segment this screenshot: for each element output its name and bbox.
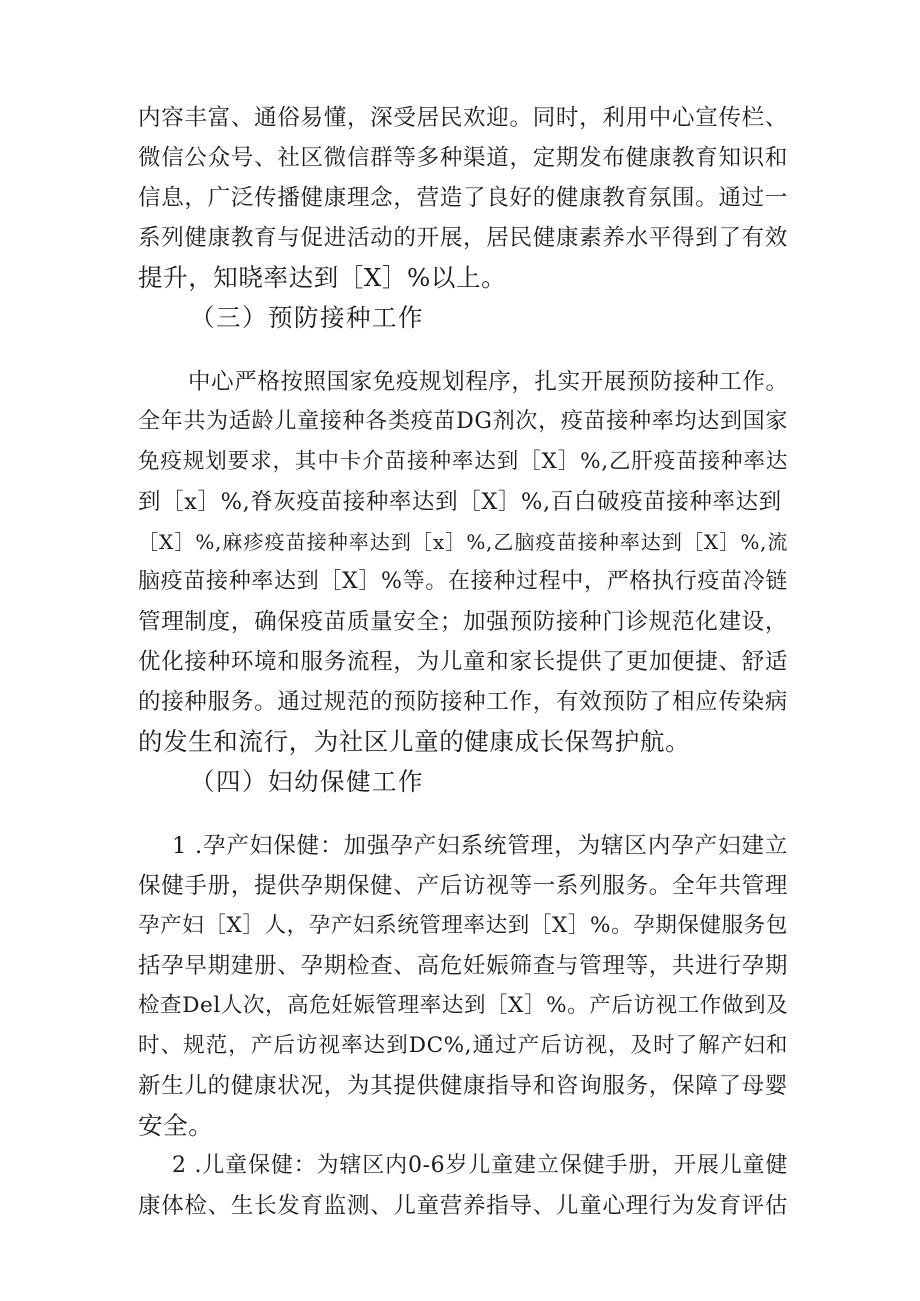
text-line: 中心严格按照国家免疫规划程序，扎实开展预防接种工作。	[188, 369, 789, 395]
text-line: 系列健康教育与促进活动的开展，居民健康素养水平得到了有效	[138, 225, 788, 251]
text-line: 内容丰富、通俗易懂，深受居民欢迎。同时，利用中心宣传栏、	[138, 105, 788, 131]
spacer	[138, 338, 788, 362]
section-heading-maternal: （四）妇幼保健工作	[190, 767, 424, 796]
intro-paragraph	[138, 98, 788, 298]
vaccination-paragraph	[138, 362, 788, 762]
text-line: 孕产妇［X］人，孕产妇系统管理率达到［X］%。孕期保健服务包	[138, 913, 788, 938]
text-line: 保健手册，提供孕期保健、产后访视等一系列服务。全年共管理	[138, 873, 788, 899]
text-line: 信息，广泛传播健康理念，营造了良好的健康教育氛围。通过一	[138, 185, 788, 211]
text-line: 括孕早期建册、孕期检查、高危妊娠筛查与管理等，共进行孕期	[138, 953, 788, 979]
text-line: 提升，知晓率达到［X］%以上。	[138, 263, 507, 292]
text-line: 时、规范，产后访视率达到DC%,通过产后访视，及时了解产妇和	[138, 1033, 788, 1058]
text-line: 优化接种环境和服务流程，为儿童和家长提供了更加便捷、舒适	[138, 649, 788, 675]
text-line: 康体检、生长发育监测、儿童营养指导、儿童心理行为发育评估	[138, 1193, 788, 1219]
spacer	[138, 802, 788, 826]
text-line: 到［x］%,脊灰疫苗接种率达到［X］%,百白破疫苗接种率达到	[138, 489, 782, 515]
maternal-care-paragraph	[138, 826, 788, 1146]
document-page	[138, 98, 788, 1226]
section-heading-vaccination: （三）预防接种工作	[190, 303, 424, 332]
text-line: 安全。	[138, 1111, 214, 1140]
text-line: 检查Del人次，高危妊娠管理率达到［X］%。产后访视工作做到及	[138, 993, 789, 1018]
child-care-paragraph	[138, 1146, 788, 1226]
text-line: 微信公众号、社区微信群等多种渠道，定期发布健康教育知识和	[138, 145, 788, 171]
text-line: 全年共为适龄儿童接种各类疫苗DG剂次，疫苗接种率均达到国家	[138, 409, 788, 434]
text-line: ［X］%,麻疹疫苗接种率达到［x］%,乙脑疫苗接种率达到［X］%,流	[138, 530, 788, 554]
text-line: 2 .儿童保健：为辖区内0-6岁儿童建立保健手册，开展儿童健	[172, 1153, 788, 1178]
text-line: 免疫规划要求，其中卡介苗接种率达到［X］%,乙肝疫苗接种率达	[138, 449, 788, 474]
text-line: 1 .孕产妇保健：加强孕产妇系统管理，为辖区内孕产妇建立	[172, 833, 788, 859]
text-line: 的接种服务。通过规范的预防接种工作，有效预防了相应传染病	[138, 689, 788, 715]
text-line: 管理制度，确保疫苗质量安全；加强预防接种门诊规范化建设，	[138, 609, 788, 635]
text-line: 脑疫苗接种率达到［X］%等。在接种过程中，严格执行疫苗冷链	[138, 569, 788, 594]
text-line: 新生儿的健康状况，为其提供健康指导和咨询服务，保障了母婴	[138, 1073, 788, 1099]
text-line: 的发生和流行，为社区儿童的健康成长保驾护航。	[138, 727, 691, 756]
